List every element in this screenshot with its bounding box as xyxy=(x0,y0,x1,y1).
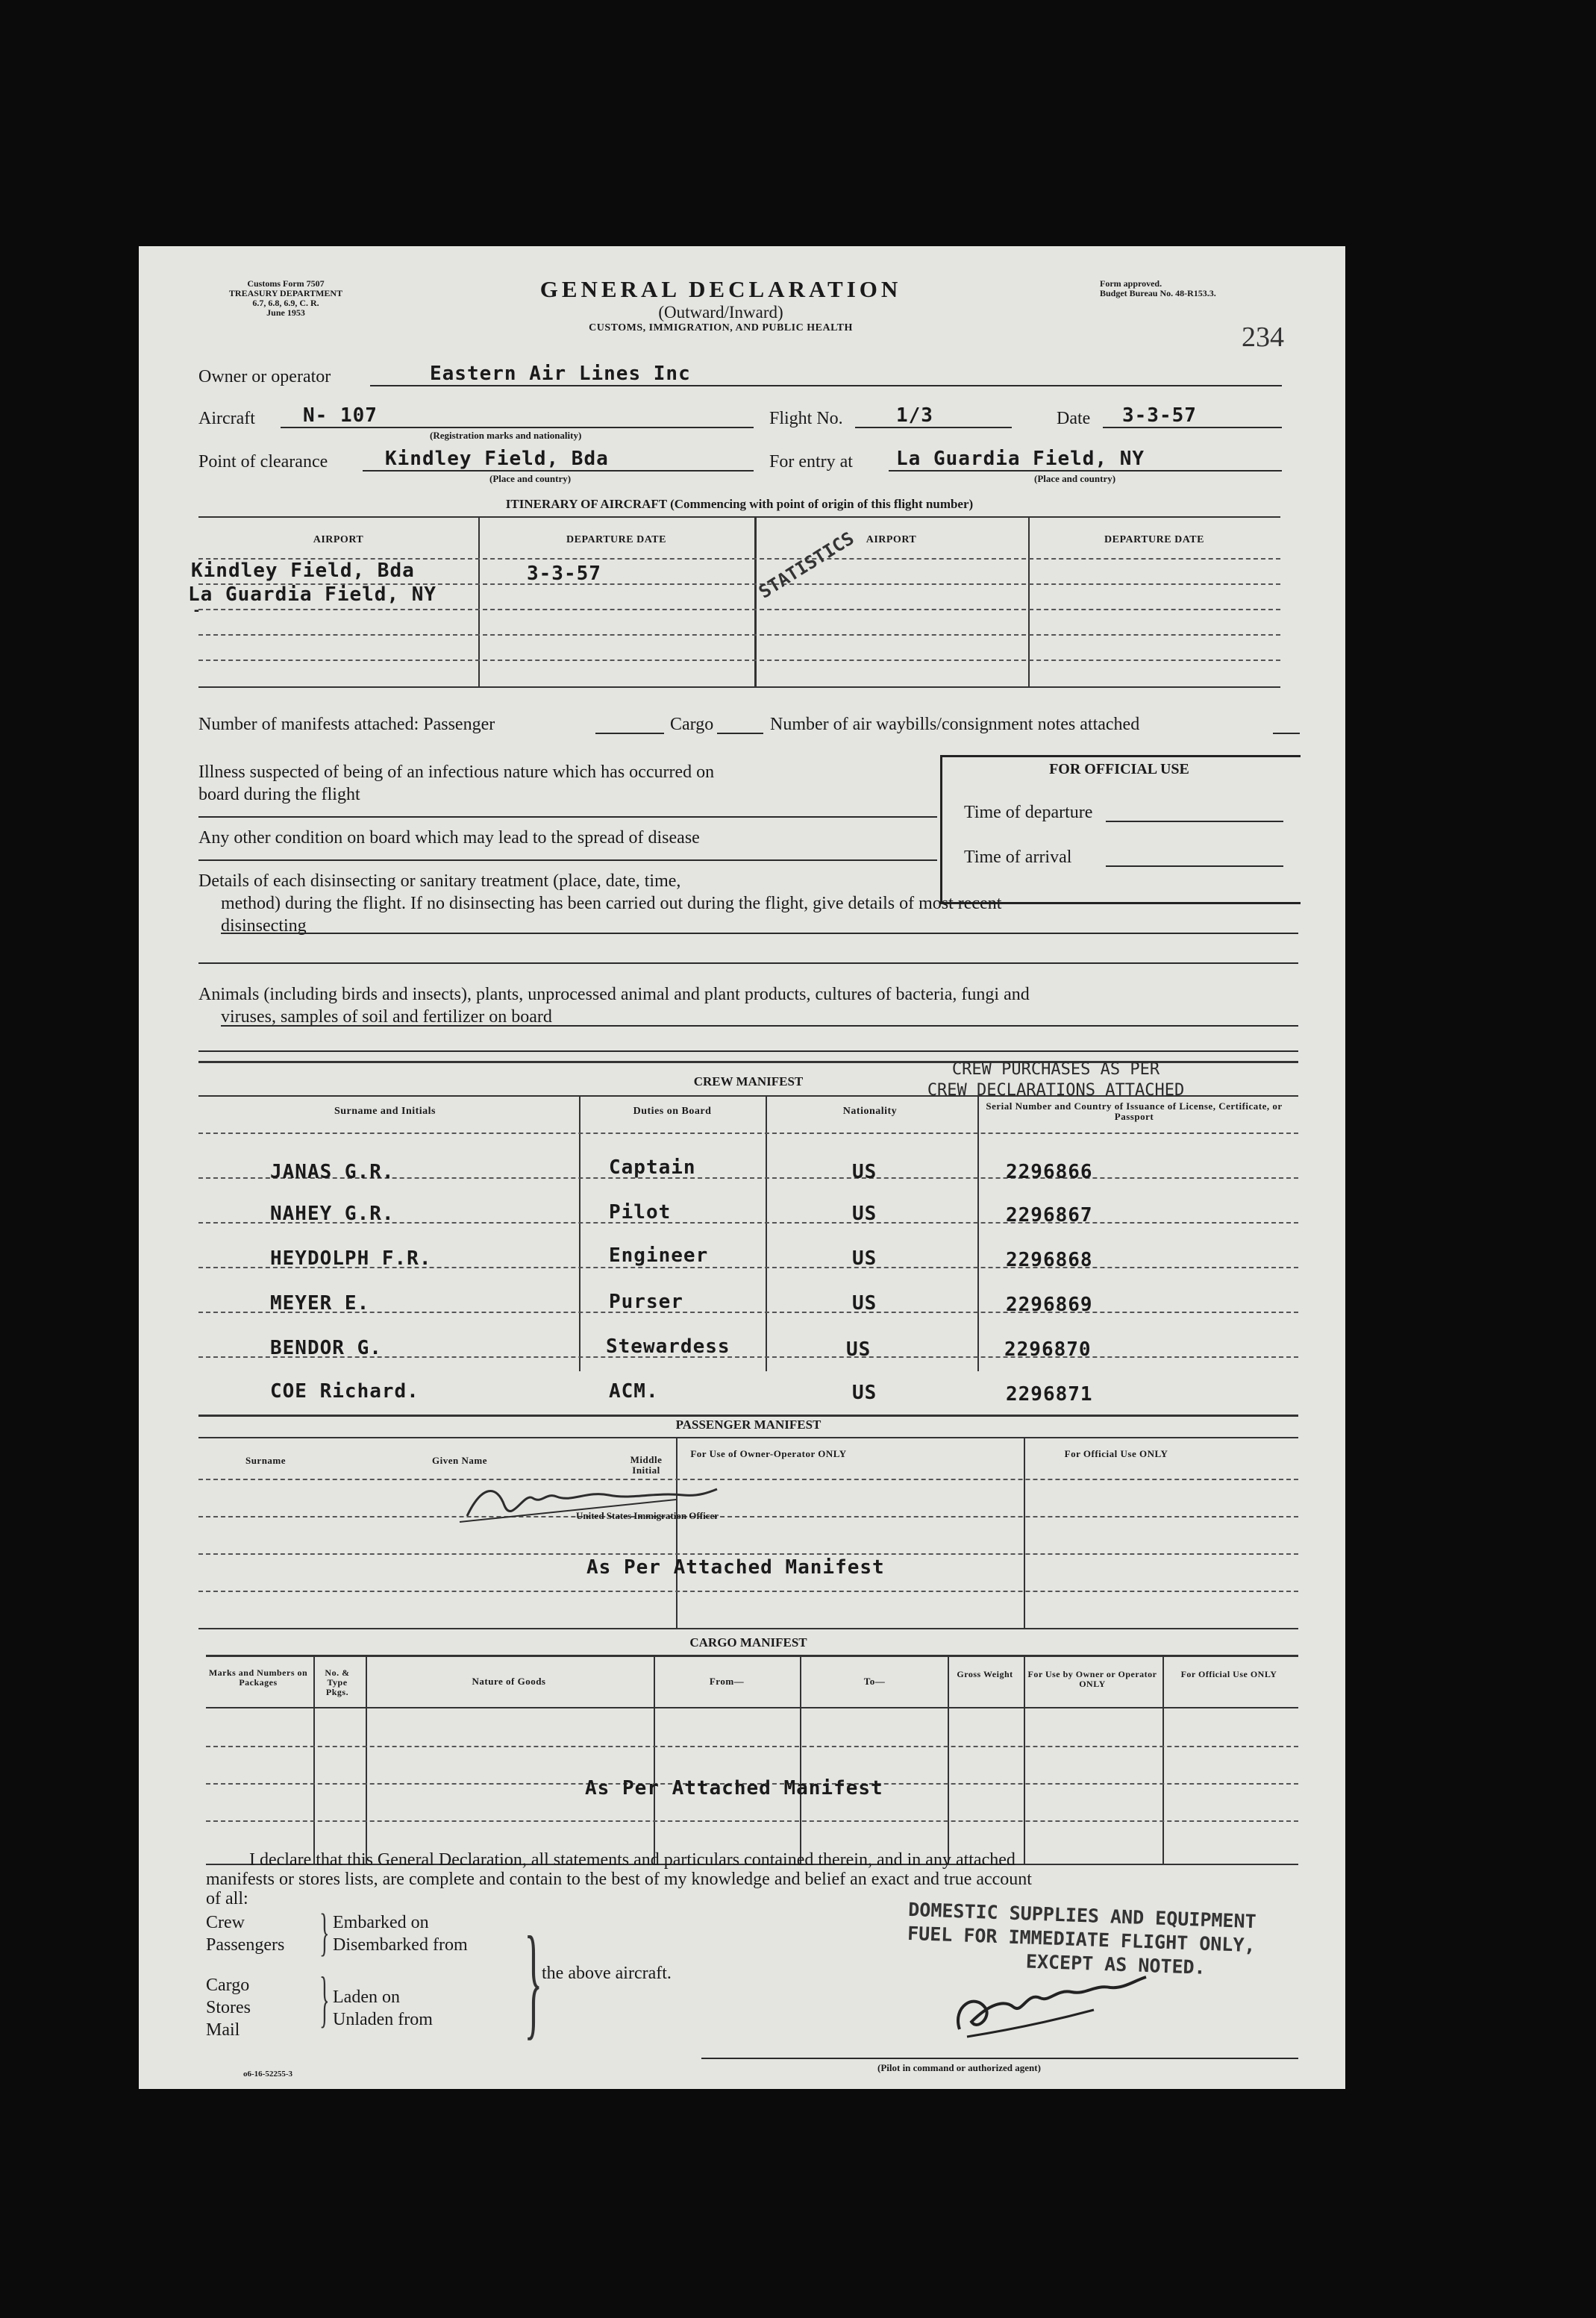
form-id-line: Customs Form 7507 xyxy=(247,278,325,289)
disinsect-line xyxy=(198,962,1298,964)
aircraft-value: N- 107 xyxy=(303,404,378,427)
itinerary-airport-3: - xyxy=(193,603,201,618)
crew-duty: ACM. xyxy=(609,1380,659,1403)
crew-name: MEYER E. xyxy=(270,1292,370,1315)
cargo-header-owner: For Use by Owner or Operator ONLY xyxy=(1027,1669,1157,1689)
cargo-divider xyxy=(1162,1655,1164,1865)
group-item: Stores xyxy=(206,1998,251,2017)
itinerary-header-airport: AIRPORT xyxy=(866,534,917,545)
passenger-header-surname: Surname xyxy=(245,1455,287,1466)
itinerary-bottom-rule xyxy=(198,686,1280,688)
flight-label: Flight No. xyxy=(769,409,843,428)
crew-header-nationality: Nationality xyxy=(842,1106,898,1117)
crew-header-name: Surname and Initials xyxy=(334,1106,436,1117)
form-id-line: 6.7, 6.8, 6.9, C. R. xyxy=(252,298,319,308)
owner-value: Eastern Air Lines Inc xyxy=(430,363,691,385)
approval-line: Budget Bureau No. 48-R153.3. xyxy=(1100,288,1216,298)
itinerary-date-1: 3-3-57 xyxy=(527,563,601,585)
clearance-label: Point of clearance xyxy=(198,452,328,472)
animals-label-2: viruses, samples of soil and fertilizer on board xyxy=(221,1007,552,1027)
statistics-stamp: STATISTICS xyxy=(755,527,858,603)
entry-line xyxy=(889,470,1282,472)
animals-label: Animals (including birds and insects), plants, unprocessed animal and plant products, cultures of bacteria, fungi and xyxy=(198,985,1030,1004)
passenger-row-line xyxy=(198,1516,1298,1517)
aircraft-label: Aircraft xyxy=(198,409,255,428)
illness-label: Illness suspected of being of an infectious nature which has occurred on xyxy=(198,762,715,782)
entry-label: For entry at xyxy=(769,452,853,472)
form-id-line: June 1953 xyxy=(266,307,305,318)
form-id-line: TREASURY DEPARTMENT xyxy=(228,288,343,298)
approval-block xyxy=(1100,279,1324,298)
group-item: Cargo xyxy=(206,1976,250,1995)
crew-duty: Engineer xyxy=(609,1244,709,1267)
itinerary-airport-2: La Guardia Field, NY xyxy=(188,583,437,606)
animals-line xyxy=(198,1050,1298,1052)
crew-serial: 2296866 xyxy=(1006,1161,1093,1183)
passenger-header-official: For Official Use ONLY xyxy=(1064,1448,1168,1459)
page-title: GENERAL DECLARATION xyxy=(539,276,902,302)
page-number: 234 xyxy=(1242,322,1284,353)
crew-serial: 2296871 xyxy=(1006,1383,1093,1406)
brace-icon: } xyxy=(319,1965,330,2034)
crew-divider xyxy=(579,1095,580,1371)
footer-code: o6-16-52255-3 xyxy=(243,2070,292,2079)
passenger-entry: As Per Attached Manifest xyxy=(586,1556,885,1579)
cargo-header-goods: Nature of Goods xyxy=(472,1676,546,1687)
itinerary-title: ITINERARY OF AIRCRAFT (Commencing with point of origin of this flight number) xyxy=(505,497,974,511)
crew-serial: 2296867 xyxy=(1006,1204,1093,1227)
itinerary-top-rule xyxy=(198,516,1280,518)
other-condition-label: Any other condition on board which may lead to the spread of disease xyxy=(198,828,700,848)
crew-divider xyxy=(977,1095,979,1371)
crew-note-line: CREW DECLARATIONS ATTACHED xyxy=(927,1081,1185,1100)
crew-serial: 2296870 xyxy=(1004,1338,1092,1361)
group-item: Crew xyxy=(206,1913,245,1932)
flight-line xyxy=(855,427,1012,428)
crew-header-serial: Serial Number and Country of Issuance of License, Certificate, or Passport xyxy=(986,1100,1283,1122)
passenger-header-rule xyxy=(198,1437,1298,1438)
crew-title: CREW MANIFEST xyxy=(693,1074,804,1088)
group-item: Passengers xyxy=(206,1935,285,1955)
official-use-title: FOR OFFICIAL USE xyxy=(1049,761,1189,777)
manifests-line xyxy=(595,733,664,734)
waybills-label: Number of air waybills/consignment notes attached xyxy=(770,715,1140,734)
entry-value: La Guardia Field, NY xyxy=(896,448,1145,470)
time-of-arrival-label: Time of arrival xyxy=(964,848,1072,867)
itinerary-airport-1: Kindley Field, Bda xyxy=(191,560,415,582)
crew-nationality: US xyxy=(846,1338,871,1361)
cargo-row-line xyxy=(206,1746,1298,1747)
cargo-label: Cargo xyxy=(670,715,714,734)
brace-icon: } xyxy=(319,1904,330,1961)
declaration-text-2: manifests or stores lists, are complete and contain to the best of my knowledge and belief an exact and true account xyxy=(206,1870,1032,1889)
signature-caption: (Pilot in command or authorized agent) xyxy=(877,2062,1041,2073)
crew-nationality: US xyxy=(852,1382,877,1404)
disinsect-label: Details of each disinsecting or sanitary treatment (place, date, time, xyxy=(198,871,681,891)
crew-name: COE Richard. xyxy=(270,1380,419,1403)
aircraft-line xyxy=(281,427,754,428)
cargo-row-line xyxy=(206,1820,1298,1822)
stamp-line: DOMESTIC SUPPLIES AND EQUIPMENT xyxy=(907,1898,1257,1933)
crew-name: JANAS G.R. xyxy=(270,1161,395,1183)
crew-name: NAHEY G.R. xyxy=(270,1203,395,1225)
itinerary-header-airport: AIRPORT xyxy=(313,534,364,545)
declaration-line: I declare that this General Declaration, all statements and particulars contained therein, and in any attached xyxy=(249,1850,1016,1870)
cargo-header-official: For Official Use ONLY xyxy=(1180,1669,1277,1679)
group-action: Disembarked from xyxy=(333,1935,468,1955)
crew-nationality: US xyxy=(852,1161,877,1183)
passenger-divider xyxy=(1024,1437,1025,1628)
pilot-signature xyxy=(945,1962,1154,2044)
passenger-row-line xyxy=(198,1553,1298,1555)
approval-line: Form approved. xyxy=(1100,278,1162,289)
illness-label-2: board during the flight xyxy=(198,785,360,804)
cargo-divider xyxy=(1024,1655,1025,1865)
group-action: Embarked on xyxy=(333,1913,429,1932)
crew-row-line xyxy=(198,1133,1298,1134)
group-action: Laden on xyxy=(333,1987,400,2007)
cargo-line xyxy=(717,733,763,734)
crew-name: BENDOR G. xyxy=(270,1337,382,1359)
aircraft-caption: (Registration marks and nationality) xyxy=(430,430,582,441)
page-subtitle-2: CUSTOMS, IMMIGRATION, AND PUBLIC HEALTH xyxy=(589,322,853,333)
cargo-divider xyxy=(800,1655,801,1865)
embark-group xyxy=(333,1911,468,1956)
cargo-top-rule xyxy=(206,1655,1298,1657)
crew-note-line: CREW PURCHASES AS PER xyxy=(951,1060,1160,1079)
disinsect-line xyxy=(221,933,1298,934)
owner-label: Owner or operator xyxy=(198,367,331,386)
passenger-header-middle: Middle Initial xyxy=(630,1454,663,1476)
large-brace-icon: } xyxy=(524,1911,543,2051)
signature-line xyxy=(701,2058,1298,2059)
illness-line xyxy=(198,816,937,818)
flight-value: 1/3 xyxy=(896,404,933,427)
group-action: Unladen from xyxy=(333,2010,433,2029)
cargo-header-from: From— xyxy=(709,1676,745,1687)
immigration-officer-caption: United States Immigration Officer xyxy=(576,1510,719,1521)
entry-caption: (Place and country) xyxy=(1034,473,1116,484)
crew-passengers-group xyxy=(206,1911,284,1956)
crew-header-duties: Duties on Board xyxy=(633,1106,712,1117)
cargo-header-to: To— xyxy=(863,1676,886,1687)
passenger-header-given: Given Name xyxy=(432,1455,487,1466)
declaration-form xyxy=(139,246,1345,2089)
crew-duty: Pilot xyxy=(609,1201,672,1224)
crew-duty: Purser xyxy=(609,1291,683,1313)
cargo-entry: As Per Attached Manifest xyxy=(585,1777,883,1799)
declaration-text-3: of all: xyxy=(206,1889,248,1908)
form-id-block xyxy=(193,279,379,318)
passenger-header-owner: For Use of Owner-Operator ONLY xyxy=(690,1448,847,1459)
crew-serial: 2296869 xyxy=(1006,1294,1093,1316)
crew-serial: 2296868 xyxy=(1006,1249,1093,1271)
crew-name: HEYDOLPH F.R. xyxy=(270,1247,432,1270)
passenger-row-line xyxy=(198,1479,1298,1480)
itinerary-row-line xyxy=(198,609,1280,610)
time-of-departure-line[interactable] xyxy=(1106,821,1283,822)
clearance-caption: (Place and country) xyxy=(489,473,572,484)
cargo-stores-group xyxy=(206,1974,251,2041)
crew-nationality: US xyxy=(852,1247,877,1270)
declaration-text xyxy=(249,1850,1309,1870)
laden-group xyxy=(333,1986,433,2031)
cargo-divider xyxy=(313,1655,315,1865)
group-item: Mail xyxy=(206,2020,240,2040)
other-condition-line xyxy=(198,859,937,861)
time-of-arrival-line[interactable] xyxy=(1106,865,1283,867)
immigration-signature xyxy=(452,1470,721,1537)
disinsect-label-2: method) during the flight. If no disinsecting has been carried out during the flight, give details of most recent xyxy=(221,894,1002,913)
date-line xyxy=(1103,427,1282,428)
itinerary-row-line xyxy=(198,634,1280,636)
date-value: 3-3-57 xyxy=(1122,404,1197,427)
declaration-tail: the above aircraft. xyxy=(542,1964,672,1983)
cargo-divider xyxy=(366,1655,367,1865)
cargo-divider xyxy=(948,1655,949,1865)
passenger-title: PASSENGER MANIFEST xyxy=(675,1418,822,1432)
crew-nationality: US xyxy=(852,1203,877,1225)
crew-duty: Captain xyxy=(609,1156,696,1179)
itinerary-header-date: DEPARTURE DATE xyxy=(566,534,666,545)
time-of-departure-label: Time of departure xyxy=(964,803,1093,822)
waybills-line xyxy=(1273,733,1300,734)
crew-nationality: US xyxy=(852,1292,877,1315)
disinsect-label-3: disinsecting xyxy=(221,916,307,936)
manifests-label: Number of manifests attached: Passenger xyxy=(198,715,495,734)
stamp-line: EXCEPT AS NOTED. xyxy=(1025,1950,1207,1979)
cargo-header-pkgs: No. & Type Pkgs. xyxy=(325,1667,350,1697)
animals-line xyxy=(221,1025,1298,1027)
date-label: Date xyxy=(1057,409,1091,428)
cargo-header-marks: Marks and Numbers on Packages xyxy=(208,1667,308,1688)
crew-header-rule xyxy=(198,1095,1298,1097)
cargo-header-weight: Gross Weight xyxy=(957,1669,1013,1679)
owner-line xyxy=(370,385,1282,386)
stamp-line: FUEL FOR IMMEDIATE FLIGHT ONLY, xyxy=(907,1922,1256,1957)
passenger-top-rule xyxy=(198,1415,1298,1417)
passenger-row-line xyxy=(198,1591,1298,1592)
title-block xyxy=(489,276,952,334)
itinerary-row-line xyxy=(198,660,1280,661)
passenger-bottom-rule xyxy=(198,1628,1298,1629)
page-subtitle: (Outward/Inward) xyxy=(658,303,783,322)
cargo-divider xyxy=(654,1655,655,1865)
crew-duty: Stewardess xyxy=(606,1335,730,1358)
crew-divider xyxy=(766,1095,767,1371)
cargo-title: CARGO MANIFEST xyxy=(689,1635,807,1650)
itinerary-header-date: DEPARTURE DATE xyxy=(1104,534,1204,545)
cargo-header-rule xyxy=(206,1707,1298,1708)
clearance-line xyxy=(363,470,754,472)
clearance-value: Kindley Field, Bda xyxy=(385,448,609,470)
